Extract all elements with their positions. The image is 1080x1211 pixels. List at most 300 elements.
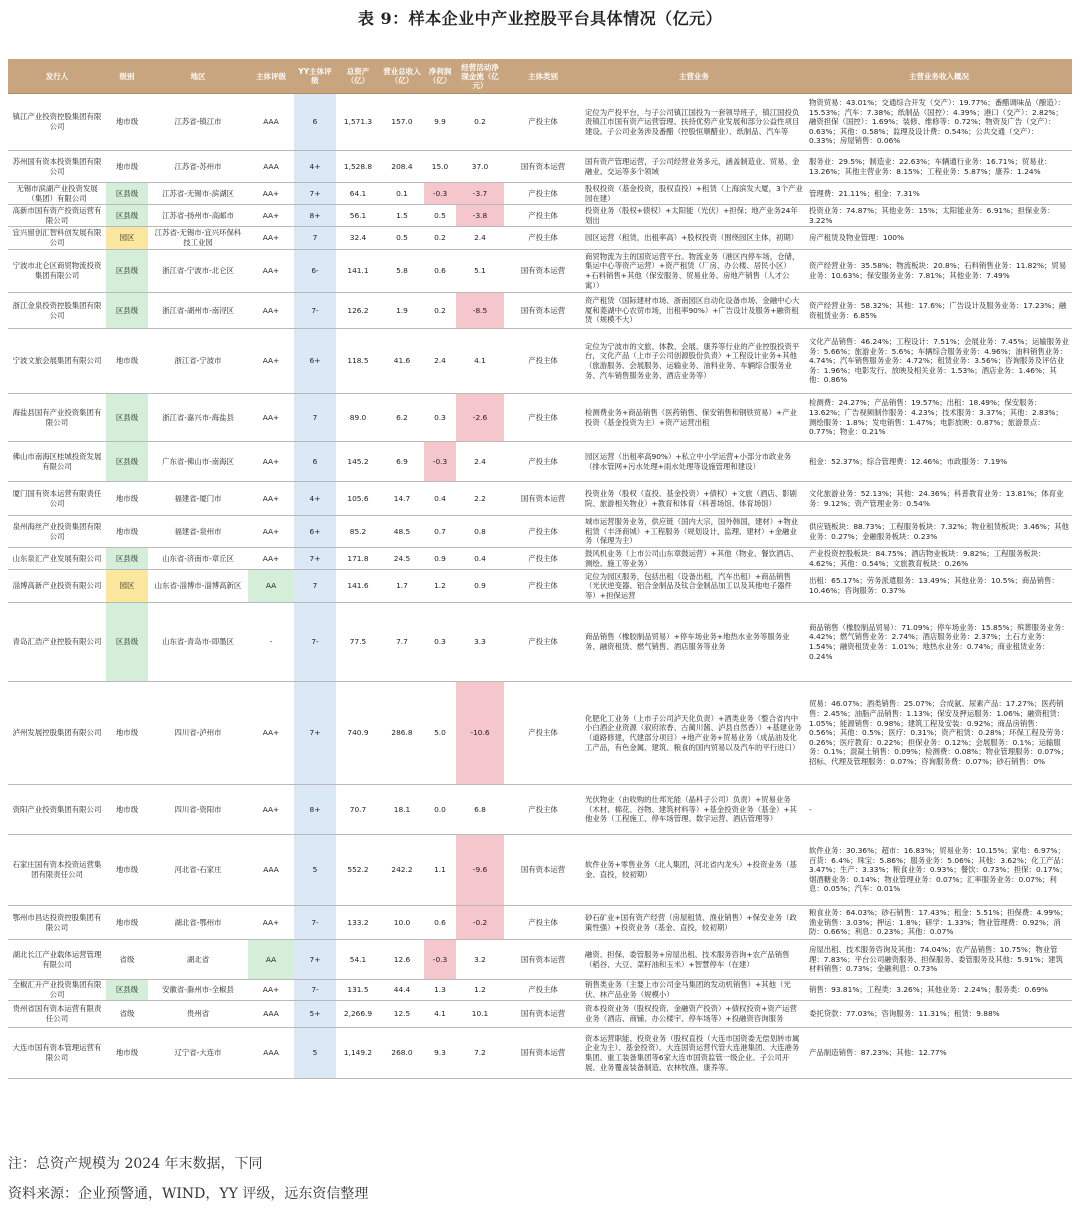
business-cell: 定位为园区服务，包括出租（设备出租，汽车出租）+商品销售（光伏逆变器、铝合金制品及钛合金制品加工以及其他电子器件等）+担保运营 <box>582 570 806 603</box>
profit-cell: 1.3 <box>424 980 456 1001</box>
issuer-name: 山东泉汇产业发展有限公司 <box>8 548 106 570</box>
revenue-cell: 1.5 <box>380 205 424 227</box>
region-cell: 广东省-佛山市-南海区 <box>148 442 248 482</box>
issuer-name: 宜兴留创汇智科创发展有限公司 <box>8 227 106 250</box>
issuer-name: 湖北长江产业载体运营管理有限公司 <box>8 940 106 980</box>
revenue-cell: 12.5 <box>380 1001 424 1028</box>
table-row <box>8 183 1072 205</box>
yy-rating-cell: 7- <box>294 980 336 1001</box>
type-cell: 产投主体 <box>504 442 582 482</box>
profit-cell: 0.3 <box>424 394 456 442</box>
header-revenue: 营业总收入（亿） <box>380 59 424 94</box>
rating-cell: AA+ <box>248 785 294 835</box>
revenue-cell: 5.8 <box>380 250 424 293</box>
income-cell: 出租：65.17%；劳务派遣服务：13.49%；其他业务：10.5%；商品销售：10.46%；咨询服务：0.37% <box>806 570 1072 603</box>
table-row <box>8 980 1072 1001</box>
level-cell: 地市级 <box>106 1028 148 1079</box>
yy-rating-cell: 6 <box>294 94 336 151</box>
assets-cell: 1,149.2 <box>336 1028 380 1079</box>
cashflow-cell: -8.5 <box>456 293 504 329</box>
cashflow-cell: 1.2 <box>456 980 504 1001</box>
issuer-name: 厦门国有资本运营有限责任公司 <box>8 482 106 516</box>
level-cell: 区县级 <box>106 250 148 293</box>
type-cell: 产投主体 <box>504 785 582 835</box>
business-cell: 资本投资业务（股权投资、金融资产投资）+债权投资+资产运营业务（酒店、商铺、办公楼宇、停车场等）+投融资咨询服务 <box>582 1001 806 1028</box>
header-cashflow: 经营活动净现金流（亿元） <box>456 59 504 94</box>
income-cell: 资产经营业务：58.32%；其他：17.6%；广告设计及服务业务：17.23%；融资租赁业务：6.85% <box>806 293 1072 329</box>
region-cell: 福建省-泉州市 <box>148 516 248 548</box>
footer-note: 注：总资产规模为 2024 年末数据，下同 <box>8 1156 263 1172</box>
profit-cell: 0.7 <box>424 516 456 548</box>
profit-cell: 1.2 <box>424 570 456 603</box>
issuer-name: 鄂州市昌达投资控股集团有限公司 <box>8 906 106 940</box>
yy-rating-cell: 8+ <box>294 785 336 835</box>
header-issuer: 发行人 <box>8 59 106 94</box>
region-cell: 四川省-泸州市 <box>148 682 248 785</box>
region-cell: 辽宁省-大连市 <box>148 1028 248 1079</box>
assets-cell: 131.5 <box>336 980 380 1001</box>
cashflow-cell: -3.7 <box>456 183 504 205</box>
yy-rating-cell: 4+ <box>294 482 336 516</box>
rating-cell: AAA <box>248 1028 294 1079</box>
revenue-cell: 157.0 <box>380 94 424 151</box>
region-cell: 山东省-淄博市-淄博高新区 <box>148 570 248 603</box>
yy-rating-cell: 8+ <box>294 205 336 227</box>
level-cell: 园区 <box>106 227 148 250</box>
type-cell: 国有资本运营 <box>504 151 582 183</box>
rating-cell: AA <box>248 570 294 603</box>
income-cell: 文化旅游业务：52.13%；其他：24.36%；科普教育业务：13.81%；体育业务：9.12%；资产管理业务：0.54% <box>806 482 1072 516</box>
profit-cell: 0.0 <box>424 785 456 835</box>
yy-rating-cell: 5+ <box>294 1001 336 1028</box>
profit-cell: 0.6 <box>424 906 456 940</box>
profit-cell: 0.9 <box>424 548 456 570</box>
business-cell: 资产租赁（国际建材市场、浙南园区自动化设备市场、金融中心大厦和菱湖中心农贸市场，出租率90%）+广告设计及服务+融资租赁（规模不大） <box>582 293 806 329</box>
region-cell: 江苏省-无锡市-宜兴环保科技工业园 <box>148 227 248 250</box>
profit-cell: -0.3 <box>424 940 456 980</box>
revenue-cell: 14.7 <box>380 482 424 516</box>
header-region: 地区 <box>148 59 248 94</box>
issuer-name: 无锡市滨湖产业投资发展（集团）有限公司 <box>8 183 106 205</box>
income-cell: 产业投资控股板块：84.75%；酒店物业板块：9.82%；工程服务板块：4.62%；其他：0.54%；文旅教育板块：0.26% <box>806 548 1072 570</box>
business-cell: 砂石矿业+国有资产经营（房屋租赁、渔业销售）+保安业务（政策性强）+投资业务（基金、直投，较初期） <box>582 906 806 940</box>
profit-cell: 0.2 <box>424 293 456 329</box>
assets-cell: 70.7 <box>336 785 380 835</box>
profit-cell: 4.1 <box>424 1001 456 1028</box>
issuer-name: 镇江产业投资控股集团有限公司 <box>8 94 106 151</box>
income-cell: 投资业务：74.87%；其他业务：15%；太阳能业务：6.91%；担保业务：3.22% <box>806 205 1072 227</box>
business-cell: 定位为宁波市的文旅、体教、会展、康养等行业的产业控股投资平台，文化产品（上市子公司创源股份负责）+工程设计业务+其他（旅游服务、会展服务、运输业务、油料业务、车辆综合服务业务、汽车销售服务业务、酒店业务等） <box>582 329 806 394</box>
cashflow-cell: 0.8 <box>456 516 504 548</box>
cashflow-cell: 6.8 <box>456 785 504 835</box>
level-cell: 区县级 <box>106 394 148 442</box>
type-cell: 产投主体 <box>504 548 582 570</box>
region-cell: 湖北省 <box>148 940 248 980</box>
profit-cell: -0.3 <box>424 183 456 205</box>
profit-cell: -0.3 <box>424 442 456 482</box>
rating-cell: AA+ <box>248 293 294 329</box>
rating-cell: AAA <box>248 1001 294 1028</box>
type-cell: 产投主体 <box>504 394 582 442</box>
level-cell: 地市级 <box>106 785 148 835</box>
income-cell: 物资贸易：43.01%；交通综合开发（交产）：19.77%；番醋调味品（酿造）：15.53%；汽车：7.38%；纸制品（国控）：4.39%；港口（交产）：2.82%；融资担保（国控）：1.69%；装修、维修等：0.72%；物资及广告（交产）：0.63%；其他：0.58%；监理及设计费：0.54%；公共交通（交产）：0.33%；房屋销售：0.06% <box>806 94 1072 151</box>
business-cell: 园区运营（出租率高90%）+私立中小学运营+小部分市政业务（排水管网+污水处理+雨水处理等设施管理和建设） <box>582 442 806 482</box>
level-cell: 地市级 <box>106 906 148 940</box>
cashflow-cell: 0.4 <box>456 548 504 570</box>
cashflow-cell: 0.9 <box>456 570 504 603</box>
level-cell: 地市级 <box>106 482 148 516</box>
type-cell: 产投主体 <box>504 183 582 205</box>
rating-cell: AA+ <box>248 183 294 205</box>
type-cell: 国有资本运营 <box>504 482 582 516</box>
region-cell: 四川省-资阳市 <box>148 785 248 835</box>
table-row <box>8 250 1072 293</box>
issuer-name: 佛山市南海区桂城投资发展有限公司 <box>8 442 106 482</box>
table-row <box>8 151 1072 183</box>
level-cell: 省级 <box>106 940 148 980</box>
issuer-name: 宁波市北仑区商贸物流投资集团有限公司 <box>8 250 106 293</box>
revenue-cell: 24.5 <box>380 548 424 570</box>
type-cell: 产投主体 <box>504 603 582 682</box>
header-yy-rating: YY主体评级 <box>294 59 336 94</box>
level-cell: 区县级 <box>106 183 148 205</box>
income-cell: 商品销售（橡胶制品贸易）：71.09%；停车场业务：15.85%；殡葬服务业务：4.42%；燃气销售业务：2.74%；酒店服务业务：2.37%；土石方业务：1.54%；融资租赁业务：1.01%；地热水业务：0.74%；商业租赁业务：0.24% <box>806 603 1072 682</box>
issuer-name: 石家庄国有资本投资运营集团有限责任公司 <box>8 835 106 906</box>
cashflow-cell: 2.4 <box>456 442 504 482</box>
cashflow-cell: -0.2 <box>456 906 504 940</box>
income-cell: 房产租赁及物业管理：100% <box>806 227 1072 250</box>
cashflow-cell: 37.0 <box>456 151 504 183</box>
yy-rating-cell: 6 <box>294 442 336 482</box>
type-cell: 国有资本运营 <box>504 250 582 293</box>
business-cell: 化肥化工业务（上市子公司泸天化负责）+酒类业务（整合省内中小白酒企业资源（叙府浓香、古蔺川酱、泸县自然香））+基建业务（道路修建，代建部分项目）+地产业务+贸易业务（成品油及化工产品，有色金属、建筑、粮食的国内贸易以及汽车的平行进口） <box>582 682 806 785</box>
issuer-name: 贵州省国有资本运营有限责任公司 <box>8 1001 106 1028</box>
issuer-name: 苏州国有资本投资集团有限公司 <box>8 151 106 183</box>
yy-rating-cell: 7- <box>294 906 336 940</box>
business-cell: 投资业务（股权（直投、基金投资）+债权）+文旅（酒店、影剧院、旅游相关物业）+教育和体育（科普场馆、体育场馆） <box>582 482 806 516</box>
region-cell: 河北省-石家庄 <box>148 835 248 906</box>
level-cell: 区县级 <box>106 548 148 570</box>
issuer-name: 全椒汇升产业投资集团有限公司 <box>8 980 106 1001</box>
yy-rating-cell: 6+ <box>294 329 336 394</box>
yy-rating-cell: 7- <box>294 603 336 682</box>
issuer-name: 浙江金泉投资控股集团有限公司 <box>8 293 106 329</box>
type-cell: 国有资本运营 <box>504 293 582 329</box>
type-cell: 产投主体 <box>504 94 582 151</box>
yy-rating-cell: 7+ <box>294 682 336 785</box>
type-cell: 产投主体 <box>504 516 582 548</box>
table-row <box>8 329 1072 394</box>
level-cell: 省级 <box>106 1001 148 1028</box>
rating-cell: AA+ <box>248 394 294 442</box>
cashflow-cell: -2.6 <box>456 394 504 442</box>
table-row <box>8 570 1072 603</box>
table-row <box>8 442 1072 482</box>
table-row <box>8 906 1072 940</box>
issuer-name: 淄博高新产业投资有限公司 <box>8 570 106 603</box>
region-cell: 山东省-济南市-章丘区 <box>148 548 248 570</box>
type-cell: 产投主体 <box>504 329 582 394</box>
assets-cell: 133.2 <box>336 906 380 940</box>
level-cell: 区县级 <box>106 442 148 482</box>
assets-cell: 141.6 <box>336 570 380 603</box>
revenue-cell: 6.9 <box>380 442 424 482</box>
revenue-cell: 41.6 <box>380 329 424 394</box>
table-row <box>8 293 1072 329</box>
issuer-name: 资阳产业投资集团有限公司 <box>8 785 106 835</box>
header-rating: 主体评级 <box>248 59 294 94</box>
income-cell: 供应链板块：88.73%；工程服务板块：7.32%；物业租赁板块：3.46%；其他业务：0.27%；金融服务板块：0.23% <box>806 516 1072 548</box>
profit-cell: 9.3 <box>424 1028 456 1079</box>
business-cell: 定位为产投平台，与子公司镇江国投为一套领导班子，镇江国投负责镇江市国有资产运营管理、扶持优势产业发展和部分公益性项目建设。子公司业务涉及番醋（控股恒顺醋业）、纸制品、汽车等 <box>582 94 806 151</box>
type-cell: 国有资本运营 <box>504 1028 582 1079</box>
revenue-cell: 1.9 <box>380 293 424 329</box>
business-cell: 商品销售（橡胶制品贸易）+停车场业务+地热水业务等服务业务、融资租赁、燃气销售、酒店服务等业务 <box>582 603 806 682</box>
level-cell: 地市级 <box>106 94 148 151</box>
rating-cell: AA+ <box>248 227 294 250</box>
cashflow-cell: -3.8 <box>456 205 504 227</box>
income-cell: 房屋出租、技术服务咨询及其他：74.04%；农产品销售：10.75%；物业管理：7.83%；平台公司融资服务、担保服务、委管服务及其他：5.91%；建筑材料销售：0.73%；金融利息：0.73% <box>806 940 1072 980</box>
region-cell: 浙江省-宁波市-北仑区 <box>148 250 248 293</box>
revenue-cell: 268.0 <box>380 1028 424 1079</box>
revenue-cell: 7.7 <box>380 603 424 682</box>
level-cell: 区县级 <box>106 205 148 227</box>
revenue-cell: 48.5 <box>380 516 424 548</box>
cashflow-cell: 4.1 <box>456 329 504 394</box>
level-cell: 地市级 <box>106 516 148 548</box>
income-cell: 租金：52.37%；综合管理费：12.46%；市政服务：7.19% <box>806 442 1072 482</box>
rating-cell: AA+ <box>248 250 294 293</box>
cashflow-cell: 2.2 <box>456 482 504 516</box>
region-cell: 贵州省 <box>148 1001 248 1028</box>
issuer-name: 泉州海丝产业投资集团有限公司 <box>8 516 106 548</box>
business-cell: 国有资产管理运营，子公司经营业务多元，涵盖制造业、贸易、金融业、交运等多个领域 <box>582 151 806 183</box>
profit-cell: 2.4 <box>424 329 456 394</box>
income-cell: 文化产品销售：46.24%；工程设计：7.51%；会展业务：7.45%；运输服务业务：5.66%；旅游业务：5.6%；车辆综合服务业务：4.96%；油料销售业务：4.74%；汽车销售服务业务：4.72%；租赁业务：3.56%；咨询服务及评估业务：1.96%；电影发行、放映及相关业务：1.53%；酒店业务：1.46%；其他：0.86% <box>806 329 1072 394</box>
yy-rating-cell: 7 <box>294 227 336 250</box>
rating-cell: AA+ <box>248 980 294 1001</box>
business-cell: 鼓风机业务（上市公司山东章鼓运营）+其他（物业、餐饮酒店、测绘、施工等业务） <box>582 548 806 570</box>
region-cell: 浙江省-宁波市 <box>148 329 248 394</box>
cashflow-cell: 3.2 <box>456 940 504 980</box>
profit-cell: 5.0 <box>424 682 456 785</box>
region-cell: 江苏省-苏州市 <box>148 151 248 183</box>
income-cell: 资产经营业务：35.58%；物流板块：20.8%；石料销售业务：11.82%；贸易业务：10.63%；保安服务业务：7.81%；其他业务：7.49% <box>806 250 1072 293</box>
type-cell: 国有资本运营 <box>504 940 582 980</box>
assets-cell: 1,571.3 <box>336 94 380 151</box>
yy-rating-cell: 5 <box>294 835 336 906</box>
cashflow-cell: 0.2 <box>456 94 504 151</box>
level-cell: 园区 <box>106 570 148 603</box>
rating-cell: AA <box>248 940 294 980</box>
yy-rating-cell: 7 <box>294 394 336 442</box>
assets-cell: 1,528.8 <box>336 151 380 183</box>
revenue-cell: 6.2 <box>380 394 424 442</box>
business-cell: 投资业务（股权+债权）+太阳能（光伏）+担保；地产业务24年划出 <box>582 205 806 227</box>
type-cell: 产投主体 <box>504 682 582 785</box>
header-business: 主营业务 <box>582 59 806 94</box>
income-cell: 软件业务：30.36%；超市：16.83%；贸易业务：10.15%；家电：6.97%；百货：6.4%；珠宝：5.86%；服务业务：5.06%；其他：3.62%；化工产品：3.47%；生产：3.33%；粮食业务：0.93%；餐饮：0.73%；担保：0.17%；烟酒糖业务：0.14%；物业管理业务：0.07%；汇率服务业务：0.07%；利息：0.05%；汽车：0.01% <box>806 835 1072 906</box>
yy-rating-cell: 4+ <box>294 151 336 183</box>
cashflow-cell: 3.3 <box>456 603 504 682</box>
issuer-name: 宁波文旅会展集团有限公司 <box>8 329 106 394</box>
income-cell: 服务业：29.5%；制造业：22.63%；车辆通行业务：16.71%；贸易业：13.26%；其他主营业务：8.15%；工程业务：5.87%；康养：1.24% <box>806 151 1072 183</box>
region-cell: 山东省-青岛市-即墨区 <box>148 603 248 682</box>
issuer-name: 大连市国有资本管理运营有限公司 <box>8 1028 106 1079</box>
header-level: 级别 <box>106 59 148 94</box>
region-cell: 浙江省-嘉兴市-海盐县 <box>148 394 248 442</box>
rating-cell: AA+ <box>248 682 294 785</box>
level-cell: 地市级 <box>106 682 148 785</box>
revenue-cell: 10.0 <box>380 906 424 940</box>
business-cell: 软件业务+零售业务（北人集团，河北省内龙头）+投资业务（基金、直投，较初期） <box>582 835 806 906</box>
income-cell: 检测费：24.27%；产品销售：19.57%；出租：18.49%；保安服务：13.62%；广告视频制作服务：4.23%；技术服务：3.37%；其他：2.83%；测绘服务：1.8%；发电销售：1.47%；电影放映：0.87%；旅游景点：0.77%；物业：0.21% <box>806 394 1072 442</box>
assets-cell: 56.1 <box>336 205 380 227</box>
level-cell: 地市级 <box>106 329 148 394</box>
table-row <box>8 682 1072 785</box>
table-row <box>8 205 1072 227</box>
income-cell: 贸易：46.07%；酒类销售：25.07%；合成氨、尿素产品：17.27%；医药销售：2.45%；油脂产品销售：1.13%；保安及押运服务：1.06%；融资租赁：1.05%；能源销售：0.98%；建筑工程及安装：0.92%；商品房销售：0.56%；其他：0.5%；医疗：0.31%；资产租赁：0.28%；环保工程及劳务：0.26%；医疗教育：0.22%；担保业务：0.12%；会展服务：0.1%；运输服务：0.1%；混凝土销售：0.09%；检测费：0.08%；物业管理服务：0.07%；招标、代理及管理服务：0.07%；咨询服务费：0.07%；砂石销售：0% <box>806 682 1072 785</box>
rating-cell: AA+ <box>248 516 294 548</box>
table-header-row <box>8 59 1072 94</box>
revenue-cell: 0.1 <box>380 183 424 205</box>
revenue-cell: 242.2 <box>380 835 424 906</box>
income-cell: - <box>806 785 1072 835</box>
assets-cell: 32.4 <box>336 227 380 250</box>
profit-cell: 0.5 <box>424 205 456 227</box>
table-row <box>8 940 1072 980</box>
profit-cell: 9.9 <box>424 94 456 151</box>
type-cell: 产投主体 <box>504 906 582 940</box>
assets-cell: 171.8 <box>336 548 380 570</box>
table-row <box>8 603 1072 682</box>
issuer-name: 海盐县国有产业投资集团有限公司 <box>8 394 106 442</box>
yy-rating-cell: 6- <box>294 250 336 293</box>
business-cell: 资本运营职能、投资业务（股权直投（大连市国资委无偿划转市属企业为主）、基金投资）。大连国资运营代管大连港集团、大连港务集团、重工装备集团等6家大连市国资监管一级企业。子公司开展、业务覆盖装备制造、农林牧渔、康养等。 <box>582 1028 806 1079</box>
type-cell: 产投主体 <box>504 205 582 227</box>
income-cell: 管理费：21.11%；租金：7.31% <box>806 183 1072 205</box>
profit-cell: 0.3 <box>424 603 456 682</box>
business-cell: 园区运营（租赁，出租率高）+股权投资（围绕园区主体，初期） <box>582 227 806 250</box>
yy-rating-cell: 7 <box>294 570 336 603</box>
region-cell: 安徽省-滁州市-全椒县 <box>148 980 248 1001</box>
table-row <box>8 516 1072 548</box>
business-cell: 股权投资（基金投资，股权直投）+租赁（上海滨发大厦，3个产业园在建） <box>582 183 806 205</box>
table-row <box>8 835 1072 906</box>
region-cell: 江苏省-扬州市-高邮市 <box>148 205 248 227</box>
profit-cell: 0.6 <box>424 250 456 293</box>
profit-cell: 1.1 <box>424 835 456 906</box>
page-title: 表 9：样本企业中产业控股平台具体情况（亿元） <box>357 9 723 28</box>
table-row <box>8 227 1072 250</box>
assets-cell: 740.9 <box>336 682 380 785</box>
business-cell: 融资、担保、委管服务+房屋出租、技术服务咨询+农产品销售（稻谷、大豆、菜籽油和玉米）+智慧停车（在建） <box>582 940 806 980</box>
rating-cell: AA+ <box>248 482 294 516</box>
assets-cell: 89.0 <box>336 394 380 442</box>
rating-cell: AA+ <box>248 548 294 570</box>
level-cell: 区县级 <box>106 980 148 1001</box>
assets-cell: 126.2 <box>336 293 380 329</box>
rating-cell: AAA <box>248 94 294 151</box>
level-cell: 区县级 <box>106 293 148 329</box>
issuer-name: 青岛汇浩产业控股有限公司 <box>8 603 106 682</box>
cashflow-cell: 2.4 <box>456 227 504 250</box>
business-cell: 商贸物流为主的国资运营平台。物流业务（港区内停车场，仓储，集运中心等资产运营）+资产租赁（厂房、办公楼、居民小区）+石料销售+其他（保安服务、贸易业务、房地产销售（人才公寓）） <box>582 250 806 293</box>
type-cell: 国有资本运营 <box>504 1001 582 1028</box>
level-cell: 地市级 <box>106 151 148 183</box>
rating-cell: AAA <box>248 835 294 906</box>
rating-cell: - <box>248 603 294 682</box>
cashflow-cell: 7.2 <box>456 1028 504 1079</box>
issuer-name: 泸州发展控股集团有限公司 <box>8 682 106 785</box>
revenue-cell: 12.6 <box>380 940 424 980</box>
assets-cell: 2,266.9 <box>336 1001 380 1028</box>
assets-cell: 54.1 <box>336 940 380 980</box>
revenue-cell: 44.4 <box>380 980 424 1001</box>
header-income: 主营业务收入概况 <box>806 59 1072 94</box>
yy-rating-cell: 7+ <box>294 183 336 205</box>
table-row <box>8 94 1072 151</box>
cashflow-cell: -10.6 <box>456 682 504 785</box>
type-cell: 国有资本运营 <box>504 835 582 906</box>
assets-cell: 85.2 <box>336 516 380 548</box>
assets-cell: 64.1 <box>336 183 380 205</box>
rating-cell: AA+ <box>248 205 294 227</box>
header-profit: 净利润（亿） <box>424 59 456 94</box>
rating-cell: AAA <box>248 151 294 183</box>
table-row <box>8 1028 1072 1079</box>
region-cell: 江苏省-无锡市-滨湖区 <box>148 183 248 205</box>
business-cell: 光伏物业（由收购的仕邦光能（晶科子公司）负责）+贸易业务（木材、棉花、谷物、建筑材料等）+基金投资业务（基金）+其他业务（工程施工、停车场管理、数字运营、酒店管理等） <box>582 785 806 835</box>
issuer-name: 高新市国有资产投资运营有限公司 <box>8 205 106 227</box>
region-cell: 湖北省-鄂州市 <box>148 906 248 940</box>
profit-cell: 15.0 <box>424 151 456 183</box>
table-row <box>8 1001 1072 1028</box>
cashflow-cell: -9.6 <box>456 835 504 906</box>
type-cell: 产投主体 <box>504 227 582 250</box>
assets-cell: 552.2 <box>336 835 380 906</box>
type-cell: 产投主体 <box>504 570 582 603</box>
region-cell: 江苏省-镇江市 <box>148 94 248 151</box>
table-row <box>8 482 1072 516</box>
rating-cell: AA+ <box>248 329 294 394</box>
header-assets: 总资产（亿） <box>336 59 380 94</box>
table-row <box>8 548 1072 570</box>
rating-cell: AA+ <box>248 906 294 940</box>
company-table <box>8 59 1072 1079</box>
business-cell: 销售类业务（主要上市公司金马集团的发动机销售）+其他（光伏、林产品业务（规模小） <box>582 980 806 1001</box>
yy-rating-cell: 6+ <box>294 516 336 548</box>
assets-cell: 118.5 <box>336 329 380 394</box>
table-row <box>8 785 1072 835</box>
yy-rating-cell: 7- <box>294 293 336 329</box>
assets-cell: 105.6 <box>336 482 380 516</box>
business-cell: 检测费业务+商品销售（医药销售、保安销售和钢铁贸易）+产业投资（基金投资为主）+资产运营出租 <box>582 394 806 442</box>
rating-cell: AA+ <box>248 442 294 482</box>
profit-cell: 0.4 <box>424 482 456 516</box>
business-cell: 城市运营服务业务，供应链（国内大宗，国外韩国，建材）+物业租赁（丰泽商城）+工程服务（规划设计、监理、建材）+金融业务（保理为主） <box>582 516 806 548</box>
level-cell: 区县级 <box>106 603 148 682</box>
region-cell: 福建省-厦门市 <box>148 482 248 516</box>
footer <box>8 1149 1072 1209</box>
revenue-cell: 0.5 <box>380 227 424 250</box>
footer-source: 资料来源：企业预警通，WIND，YY 评级，远东资信整理 <box>8 1186 369 1202</box>
cashflow-cell: 10.1 <box>456 1001 504 1028</box>
revenue-cell: 208.4 <box>380 151 424 183</box>
yy-rating-cell: 7+ <box>294 940 336 980</box>
region-cell: 浙江省-湖州市-南浔区 <box>148 293 248 329</box>
type-cell: 产投主体 <box>504 980 582 1001</box>
